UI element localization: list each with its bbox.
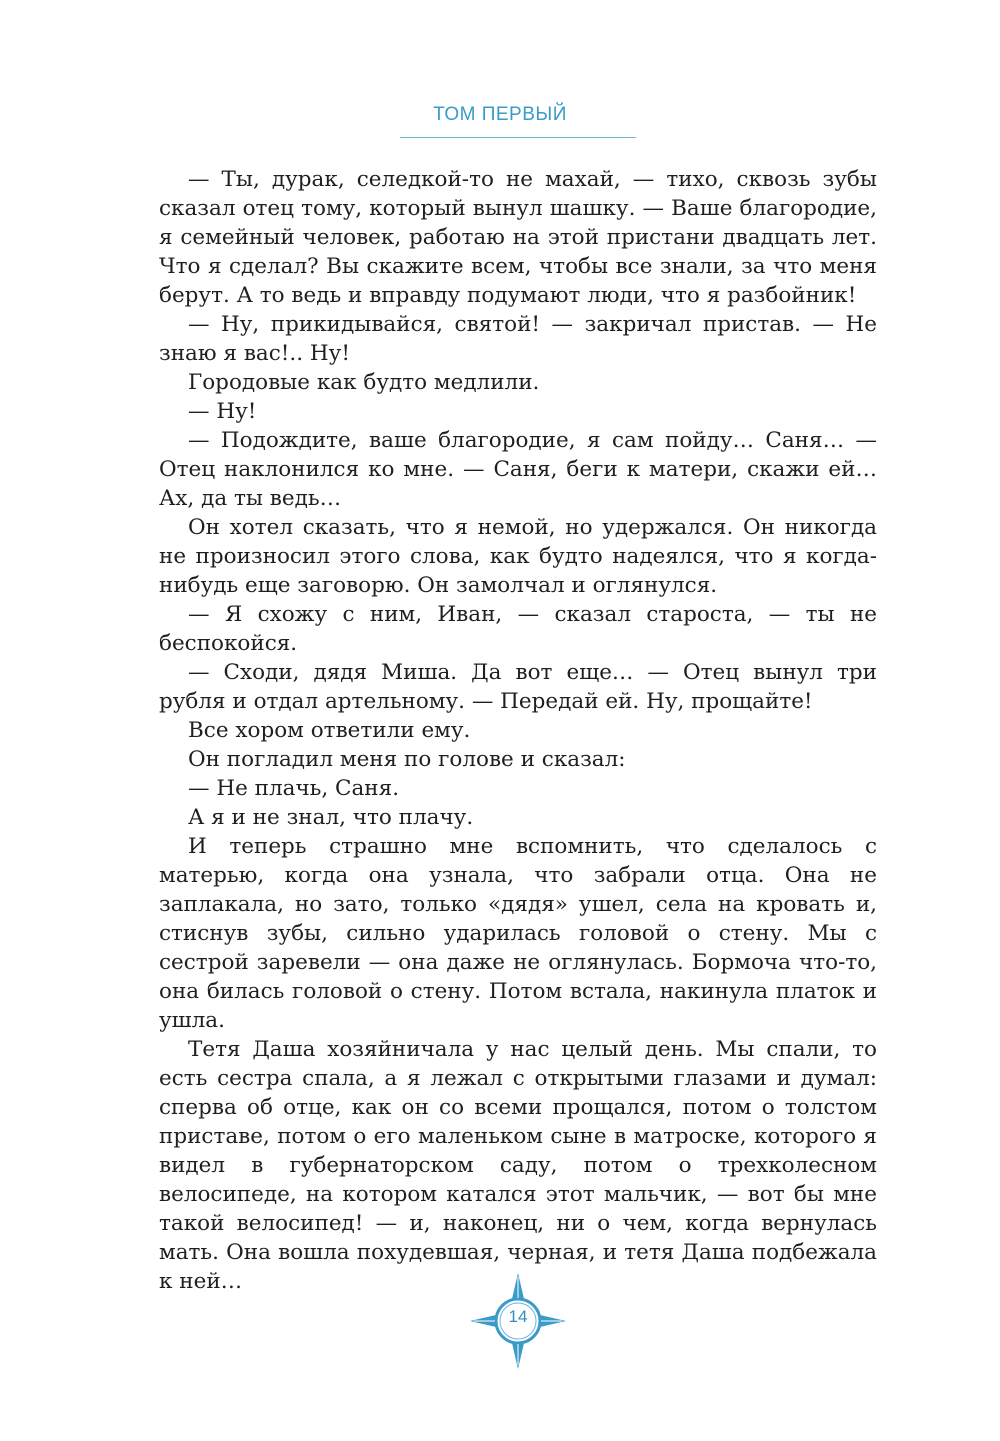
header-rule [400,137,636,138]
paragraph: Он хотел сказать, что я немой, но удержался. Он никогда не произносил этого слова, как будто надеялся, что я когда-нибудь еще заговорю. Он замолчал и оглянулся. [159,515,877,598]
paragraph: — Я схожу с ним, Иван, — сказал староста, — ты не беспокойся. [159,602,877,656]
paragraph: А я и не знал, что плачу. [188,805,474,830]
paragraph: — Ну, прикидывайся, святой! — закричал пристав. — Не знаю я вас!.. Ну! [159,312,877,366]
paragraph: — Сходи, дядя Миша. Да вот еще… — Отец вынул три рубля и отдал артельному. — Передай ей. Ну, прощайте! [159,660,877,714]
paragraph: — Ты, дурак, селедкой-то не махай, — тихо, сквозь зубы сказал отец тому, который вынул шашку. — Ваше благородие, я семейный человек, работаю на этой пристани двадцать лет. Что я сделал? Вы скажите всем, чтобы все знали, за что меня берут. А то ведь и вправду подумают люди, что я разбойник! [159,167,877,308]
paragraph: Городовые как будто медлили. [188,370,540,395]
paragraph: — Ну! [188,399,257,424]
paragraph: Тетя Даша хозяйничала у нас целый день. Мы спали, то есть сестра спала, а я лежал с открытыми глазами и думал: сперва об отце, как он со всеми прощался, потом о толстом приставе, потом о его маленьком сыне в матроске, которого я видел в губернаторском саду, потом о трехколесном велосипеде, на котором катался этот мальчик, — вот бы мне такой велосипед! — и, наконец, ни о чем, когда вернулась мать. Она вошла похудевшая, черная, и тетя Даша подбежала к ней… [159,1037,877,1294]
paragraph: Он погладил меня по голове и сказал: [188,747,626,772]
paragraph: И теперь страшно мне вспомнить, что сделалось с матерью, когда она узнала, что забрали отца. Она не заплакала, но зато, только «дядя» ушел, села на кровать и, стиснув зубы, сильно ударилась головой о стену. Мы с сестрой заревели — она даже не оглянулась. Бормоча что-то, она билась головой о стену. Потом встала, накинула платок и ушла. [159,834,877,1033]
paragraph: Все хором ответили ему. [188,718,471,743]
body-text [159,165,877,1296]
running-title: ТОМ ПЕРВЫЙ [433,104,567,125]
page-number: 14 [508,1307,528,1326]
paragraph: — Не плачь, Саня. [188,776,400,801]
paragraph: — Подождите, ваше благородие, я сам пойду… Саня… — Отец наклонился ко мне. — Саня, беги к матери, скажи ей… Ах, да ты ведь… [159,428,877,511]
